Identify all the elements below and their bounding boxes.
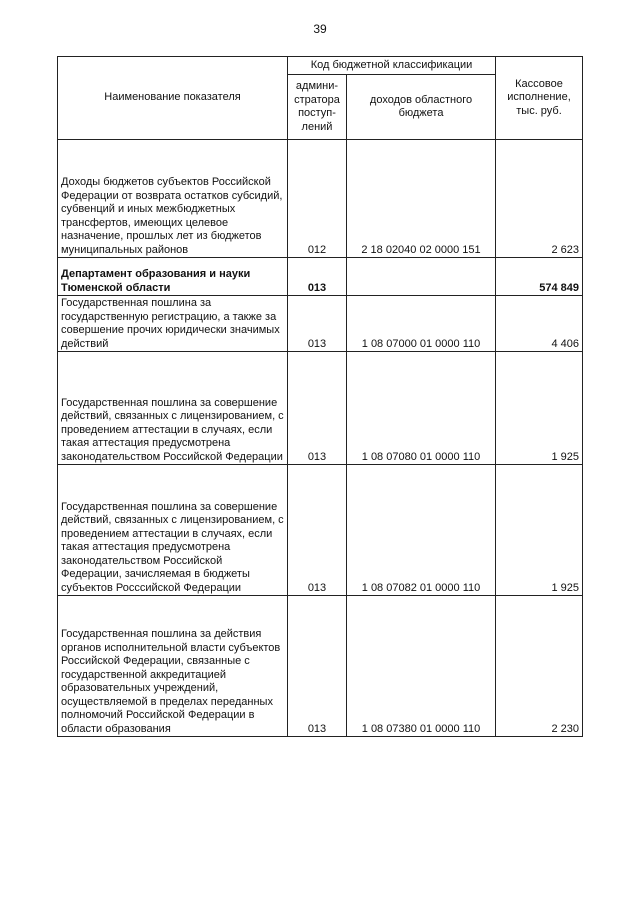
row-admin-code-cell: 013 <box>288 352 347 465</box>
header-budget-classification: Код бюджетной классификации <box>288 57 496 75</box>
table-header <box>58 57 583 140</box>
row-admin-code-cell: 013 <box>288 465 347 596</box>
table-row <box>58 465 583 596</box>
table-row <box>58 296 583 352</box>
table-body <box>58 140 583 737</box>
header-amount: Кассовое исполнение, тыс. руб. <box>496 57 583 140</box>
row-income-code-cell <box>347 258 496 296</box>
row-income-code-cell: 2 18 02040 02 0000 151 <box>347 140 496 258</box>
row-admin-code-cell: 013 <box>288 258 347 296</box>
row-name-cell: Государственная пошлина за действия органов исполнительной власти субъектов Российской Федерации, связанные с государственной аккредитацией образовательных учреждений, осуществляемой в пределах переданных полномочий Российской Федерации в области образования <box>58 596 288 737</box>
row-admin-code-cell: 012 <box>288 140 347 258</box>
row-income-code-cell: 1 08 07082 01 0000 110 <box>347 465 496 596</box>
row-income-code-cell: 1 08 07000 01 0000 110 <box>347 296 496 352</box>
row-amount-cell: 1 925 <box>496 465 583 596</box>
row-amount-cell: 4 406 <box>496 296 583 352</box>
page-number: 39 <box>313 22 327 36</box>
row-name-cell: Доходы бюджетов субъектов Российской Федерации от возврата остатков субсидий, субвенций и иных межбюджетных трансфертов, имеющих целевое назначение, прошлых лет из бюджетов муниципальных районов <box>58 140 288 258</box>
table-row <box>58 596 583 737</box>
row-name-cell: Департамент образования и науки Тюменской области <box>58 258 288 296</box>
table-row <box>58 352 583 465</box>
header-name: Наименование показателя <box>58 57 288 140</box>
row-amount-cell: 574 849 <box>496 258 583 296</box>
header-income-code: доходов областного бюджета <box>347 75 496 140</box>
row-name-cell: Государственная пошлина за государственную регистрацию, а также за совершение прочих юридически значимых действий <box>58 296 288 352</box>
header-admin: админи-стратора поступ-лений <box>288 75 347 140</box>
department-row <box>58 258 583 296</box>
row-income-code-cell: 1 08 07080 01 0000 110 <box>347 352 496 465</box>
row-amount-cell: 1 925 <box>496 352 583 465</box>
row-admin-code-cell: 013 <box>288 596 347 737</box>
row-amount-cell: 2 623 <box>496 140 583 258</box>
row-admin-code-cell: 013 <box>288 296 347 352</box>
table-row <box>58 140 583 258</box>
row-amount-cell: 2 230 <box>496 596 583 737</box>
row-name-cell: Государственная пошлина за совершение действий, связанных с лицензированием, с проведением аттестации в случаях, если такая аттестация предусмотрена законодательством Российской Федерации <box>58 352 288 465</box>
budget-table <box>57 56 583 737</box>
row-income-code-cell: 1 08 07380 01 0000 110 <box>347 596 496 737</box>
row-name-cell: Государственная пошлина за совершение действий, связанных с лицензированием, с проведением аттестации в случаях, если такая аттестация предусмотрена законодательством Российской Федерации, зачисляемая в бюджеты субъектов Росссийской Федерации <box>58 465 288 596</box>
